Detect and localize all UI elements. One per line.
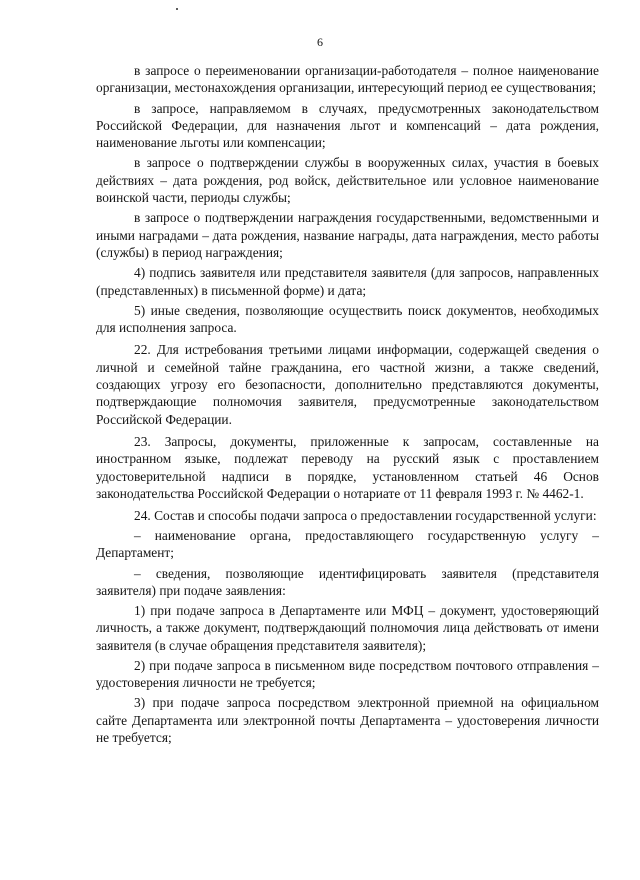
list-item: 3) при подаче запроса посредством электронной приемной на официальном сайте Департамента или электронной почты Департамента – удостоверения личности не требуется; [96,695,599,746]
list-item: – сведения, позволяющие идентифицировать заявителя (представителя заявителя) при подаче заявления: [96,565,599,598]
paragraph: 5) иные сведения, позволяющие осуществить поиск документов, необходимых для исполнения запроса. [96,302,599,336]
page-number: 6 [317,35,323,49]
document-body [96,62,599,749]
list-item: 2) при подаче запроса в письменном виде посредством почтового отправления – удостоверения личности не требуется; [96,657,599,691]
paragraph: 24. Состав и способы подачи запроса о предоставлении государственной услуги: [134,507,597,523]
paragraph: 23. Запросы, документы, приложенные к запросам, составленные на иностранном языке, подлежат переводу на русский язык с проставлением удостоверительной надписи в порядке, установленном статьей 46 Основ законодательства Российской Федерации о нотариате от 11 февраля 1993 г. № 4462-1. [96,433,599,501]
paragraph: 22. Для истребования третьими лицами информации, содержащей сведения о личной и семейной тайне гражданина, его частной жизни, а также сведений, создающих угрозу его безопасности, дополнительно представляются документы, подтверждающие полномочия заявителя, предусмотренные законодательством Российской Федерации. [96,342,599,427]
paragraph: в запросе, направляемом в случаях, предусмотренных законодательством Российской Федерации, для назначения льгот и компенсаций – дата рождения, наименование льготы или компенсации; [96,100,599,151]
paragraph: в запросе о подтверждении службы в вооруженных силах, участия в боевых действиях – дата рождения, род войск, действительное или условное наименование воинской части, периоды службы; [96,155,599,206]
list-item: – наименование органа, предоставляющего государственную услугу – Департамент; [96,528,599,561]
paragraph: 4) подпись заявителя или представителя заявителя (для запросов, направленных (представленных) в письменной форме) и дата; [96,265,599,298]
paragraph: в запросе о подтверждении награждения государственными, ведомственными и иными наградами – дата рождения, название награды, дата награждения, место работы (службы) в период награждения; [96,210,599,261]
paragraph: в запросе о переименовании организации-работодателя – полное наименование организации, местонахождения организации, интересующий период ее существования; [96,63,599,96]
scan-speck [176,8,178,10]
list-item: 1) при подаче запроса в Департаменте или МФЦ – документ, удостоверяющий личность, а также документ, подтверждающий полномочия лица действовать от имени заявителя (в случае обращения представителя заявителя); [96,603,599,653]
